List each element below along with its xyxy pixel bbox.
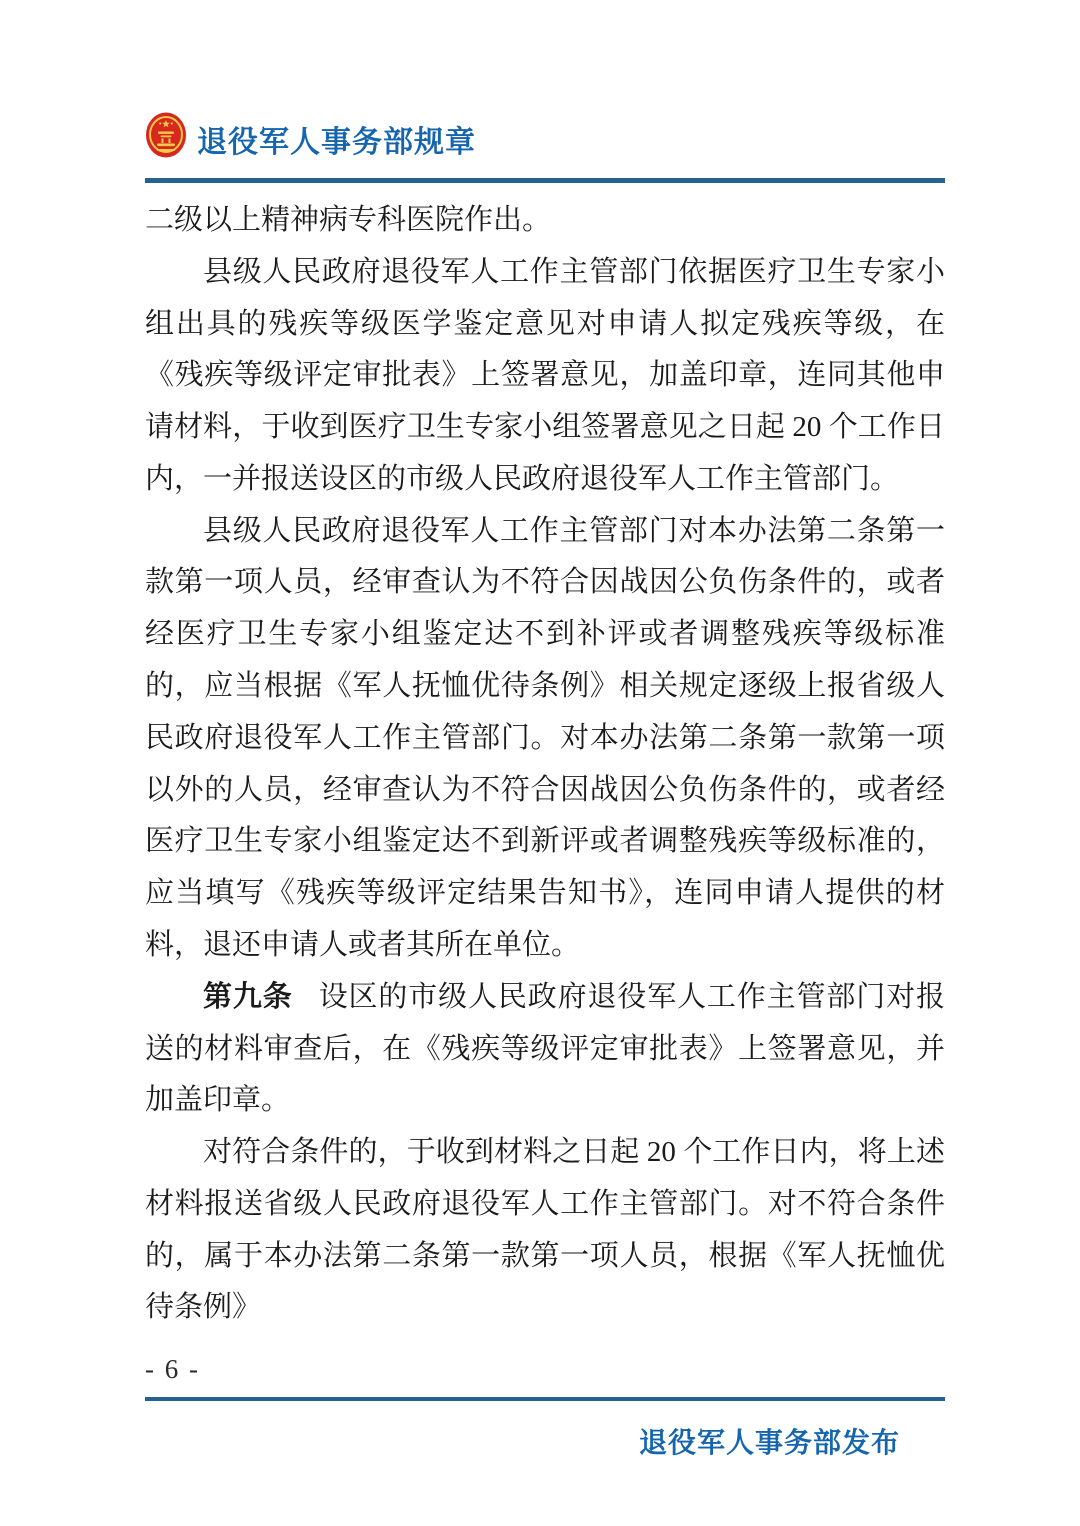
article-number-label: 第九条 bbox=[203, 980, 293, 1013]
page-header bbox=[145, 0, 945, 165]
body-paragraph: 县级人民政府退役军人工作主管部门依据医疗卫生专家小组出具的残疾等级医学鉴定意见对申请人拟定残疾等级，在《残疾等级评定审批表》上签署意见，加盖印章，连同其他申请材料，于收到医疗卫生专家小组签署意见之日起 20 个工作日内，一并报送设区的市级人民政府退役军人工作主管部门。 bbox=[145, 255, 945, 495]
document-body bbox=[145, 195, 945, 1334]
body-paragraph-article-9 bbox=[145, 972, 945, 1127]
footer-rule bbox=[145, 1397, 945, 1401]
header-rule bbox=[145, 178, 945, 183]
body-paragraph: 对符合条件的，于收到材料之日起 20 个工作日内，将上述材料报送省级人民政府退役军人工作主管部门。对不符合条件的，属于本办法第二条第一款第一项人员，根据《军人抚恤优待条例》 bbox=[145, 1136, 945, 1324]
body-paragraph: 二级以上精神病专科医院作出。 bbox=[145, 204, 552, 236]
body-paragraph: 县级人民政府退役军人工作主管部门对本办法第二条第一款第一项人员，经审查认为不符合因战因公负伤条件的，或者经医疗卫生专家小组鉴定达不到补评或者调整残疾等级标准的，应当根据《军人抚恤优待条例》相关规定逐级上报省级人民政府退役军人工作主管部门。对本办法第二条第一款第一项以外的人员，经审查认为不符合因战因公负伤条件的，或者经医疗卫生专家小组鉴定达不到新评或者调整残疾等级标准的，应当填写《残疾等级评定结果告知书》，连同申请人提供的材料，退还申请人或者其所在单位。 bbox=[145, 514, 945, 961]
header-title: 退役军人事务部规章 bbox=[197, 125, 476, 159]
national-emblem-icon bbox=[145, 112, 187, 165]
content-column bbox=[145, 0, 945, 1461]
page-number: - 6 - bbox=[145, 1354, 200, 1385]
article-text: 设区的市级人民政府退役军人工作主管部门对报送的材料审查后，在《残疾等级评定审批表》上签署意见，并加盖印章。 bbox=[145, 980, 945, 1117]
publisher-label: 退役军人事务部发布 bbox=[638, 1427, 900, 1459]
